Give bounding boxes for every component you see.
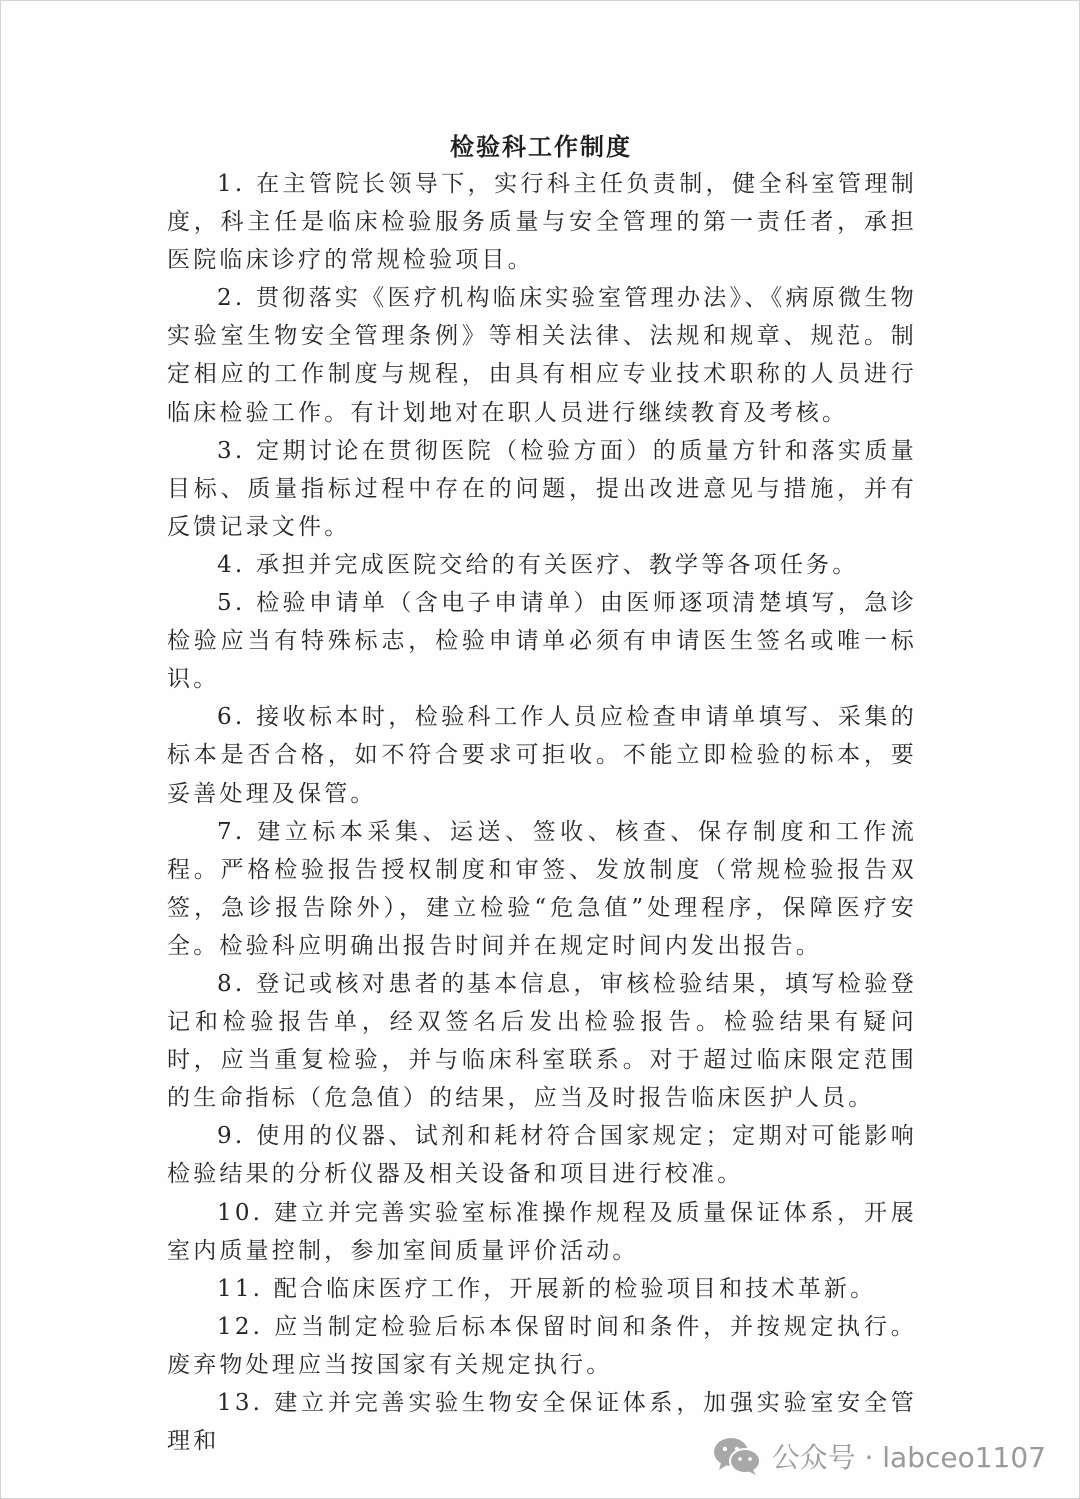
paragraph: 8. 登记或核对患者的基本信息，审核检验结果，填写检验登记和检验报告单，经双签名后发出检验报告。检验结果有疑问时，应当重复检验，并与临床科室联系。对于超过临床限定范围的生命指标（危急值）的结果，应当及时报告临床医护人员。	[167, 970, 917, 1112]
paragraph: 2. 贯彻落实《医疗机构临床实验室管理办法》、《病原微生物实验室生物安全管理条例》等相关法律、法规和规章、规范。制定相应的工作制度与规程，由具有相应专业技术职称的人员进行临床检验工作。有计划地对在职人员进行继续教育及考核。	[167, 285, 917, 426]
paragraph: 3. 定期讨论在贯彻医院（检验方面）的质量方针和落实质量目标、质量指标过程中存在的问题，提出改进意见与措施，并有反馈记录文件。	[167, 437, 917, 540]
document-title: 检验科工作制度	[450, 132, 632, 161]
paragraph: 1. 在主管院长领导下，实行科主任负责制，健全科室管理制度，科主任是临床检验服务质量与安全管理的第一责任者，承担医院临床诊疗的常规检验项目。	[167, 171, 917, 274]
paragraph: 13. 建立并完善实验生物安全保证体系，加强实验室安全管理和	[167, 1390, 917, 1455]
paragraph: 10. 建立并完善实验室标准操作规程及质量保证体系，开展室内质量控制，参加室间质量评价活动。	[167, 1199, 917, 1264]
document-body	[167, 165, 917, 1460]
paragraph: 5. 检验申请单（含电子申请单）由医师逐项清楚填写，急诊检验应当有特殊标志，检验申请单必须有申请医生签名或唯一标识。	[167, 590, 917, 693]
watermark	[712, 1433, 1046, 1479]
paragraph: 9. 使用的仪器、试剂和耗材符合国家规定；定期对可能影响检验结果的分析仪器及相关设备和项目进行校准。	[167, 1123, 917, 1188]
paragraph: 4. 承担并完成医院交给的有关医疗、教学等各项任务。	[217, 551, 859, 578]
watermark-text: 公众号 · labceo1107	[771, 1441, 1046, 1474]
paragraph: 6. 接收标本时，检验科工作人员应检查申请单填写、采集的标本是否合格，如不符合要求可拒收。不能立即检验的标本，要妥善处理及保管。	[167, 704, 917, 807]
paragraph: 12. 应当制定检验后标本保留时间和条件，并按规定执行。废弃物处理应当按国家有关规定执行。	[167, 1313, 917, 1378]
paragraph: 11. 配合临床医疗工作，开展新的检验项目和技术革新。	[217, 1275, 877, 1302]
wechat-icon	[712, 1436, 762, 1476]
paragraph: 7. 建立标本采集、运送、签收、核查、保存制度和工作流程。严格检验报告授权制度和审签、发放制度（常规检验报告双签，急诊报告除外），建立检验“危急值”处理程序，保障医疗安全。检验科应明确出报告时间并在规定时间内发出报告。	[167, 818, 917, 959]
